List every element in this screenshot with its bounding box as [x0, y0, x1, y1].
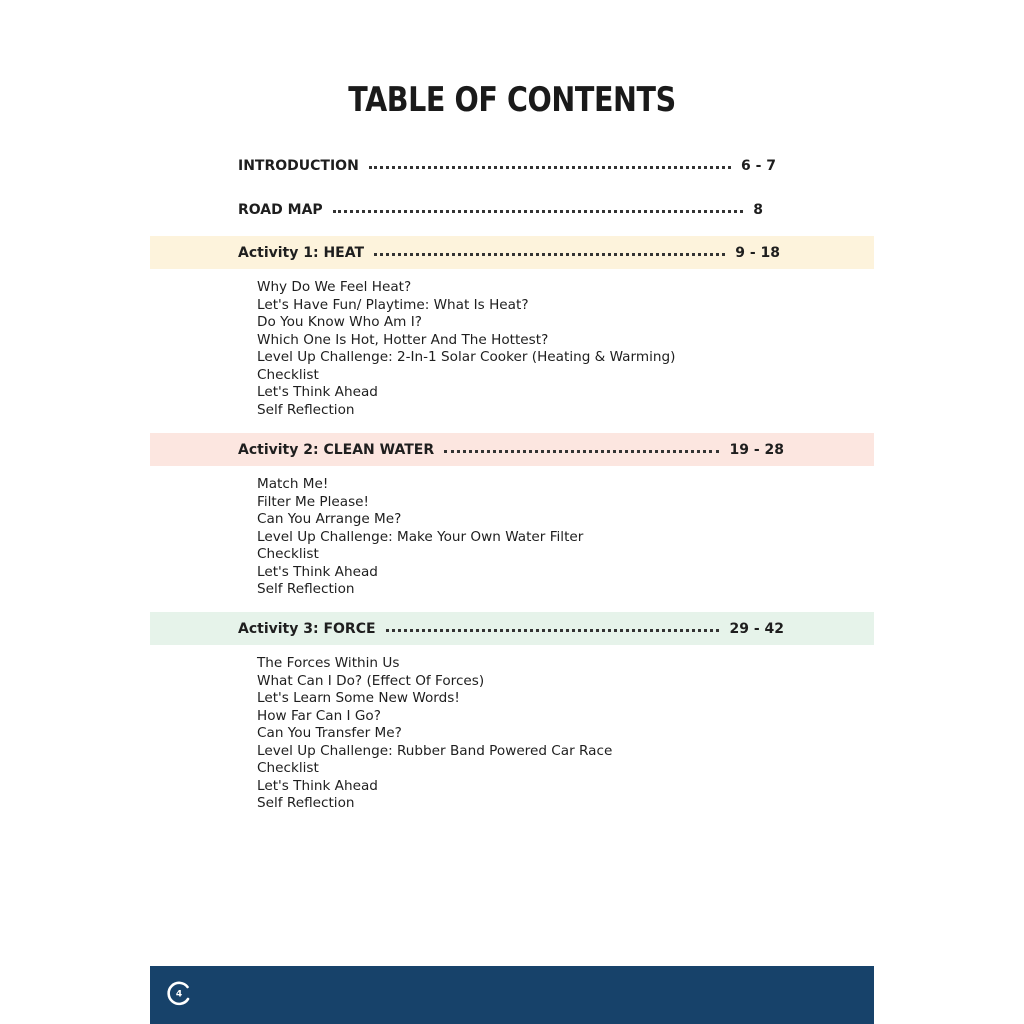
toc-entry-pages: 8 [753, 202, 763, 218]
sub-entry[interactable]: Let's Think Ahead [257, 384, 378, 400]
toc-entry-activity-2[interactable] [238, 438, 784, 462]
toc-entry-label: ROAD MAP [238, 202, 323, 218]
toc-entry-pages: 29 - 42 [729, 621, 784, 637]
sub-entry[interactable]: Checklist [257, 366, 319, 383]
sub-entry[interactable]: Let's Think Ahead [257, 563, 378, 580]
toc-entry-pages: 6 - 7 [740, 158, 776, 174]
toc-entry-label: Activity 1: HEAT [238, 245, 365, 261]
sub-entry[interactable]: How Far Can I Go? [257, 707, 381, 724]
toc-entry-label: Activity 2: CLEAN WATER [238, 442, 435, 458]
toc-entry-label: INTRODUCTION [238, 158, 359, 174]
sub-entry[interactable]: Filter Me Please! [257, 493, 369, 510]
sub-entry[interactable]: Self Reflection [257, 581, 355, 597]
activity-1-sublist [257, 279, 675, 419]
dot-leader [374, 253, 725, 256]
sub-entry[interactable]: Let's Have Fun/ Playtime: What Is Heat? [257, 296, 529, 313]
toc-entry-road-map[interactable] [238, 198, 763, 222]
activity-3-sublist [257, 655, 612, 813]
sub-entry[interactable]: What Can I Do? (Effect Of Forces) [257, 672, 485, 689]
sub-entry[interactable]: The Forces Within Us [257, 655, 400, 671]
dot-leader [444, 450, 719, 453]
toc-entry-activity-1[interactable] [238, 241, 780, 265]
sub-entry[interactable]: Level Up Challenge: 2-In-1 Solar Cooker (Heating & Warming) [257, 349, 676, 365]
sub-entry[interactable]: Can You Transfer Me? [257, 725, 402, 741]
sub-entry[interactable]: Checklist [257, 760, 319, 776]
sub-entry[interactable]: Which One Is Hot, Hotter And The Hottest? [257, 331, 549, 348]
sub-entry[interactable]: Do You Know Who Am I? [257, 314, 422, 330]
sub-entry[interactable]: Checklist [257, 546, 319, 562]
page-title: TABLE OF CONTENTS [348, 80, 676, 120]
toc-entry-pages: 19 - 28 [729, 442, 784, 458]
sub-entry[interactable]: Let's Think Ahead [257, 777, 378, 794]
page-number: 4 [175, 989, 183, 1000]
sub-entry[interactable]: Level Up Challenge: Rubber Band Powered Car Race [257, 742, 613, 759]
sub-entry[interactable]: Self Reflection [257, 401, 355, 418]
toc-entry-introduction[interactable] [238, 154, 776, 178]
footer-bar [150, 966, 874, 1024]
sub-entry[interactable]: Can You Arrange Me? [257, 511, 402, 527]
dot-leader [386, 629, 720, 632]
page-number-badge-icon [166, 980, 192, 1006]
dot-leader [333, 210, 744, 213]
activity-2-sublist [257, 476, 583, 599]
toc-entry-label: Activity 3: FORCE [238, 621, 376, 637]
sub-entry[interactable]: Match Me! [257, 476, 329, 492]
toc-entry-activity-3[interactable] [238, 617, 784, 641]
sub-entry[interactable]: Let's Learn Some New Words! [257, 690, 460, 706]
toc-entry-pages: 9 - 18 [735, 245, 780, 261]
sub-entry[interactable]: Why Do We Feel Heat? [257, 279, 412, 295]
dot-leader [369, 166, 731, 169]
sub-entry[interactable]: Self Reflection [257, 795, 355, 811]
sub-entry[interactable]: Level Up Challenge: Make Your Own Water Filter [257, 528, 584, 545]
